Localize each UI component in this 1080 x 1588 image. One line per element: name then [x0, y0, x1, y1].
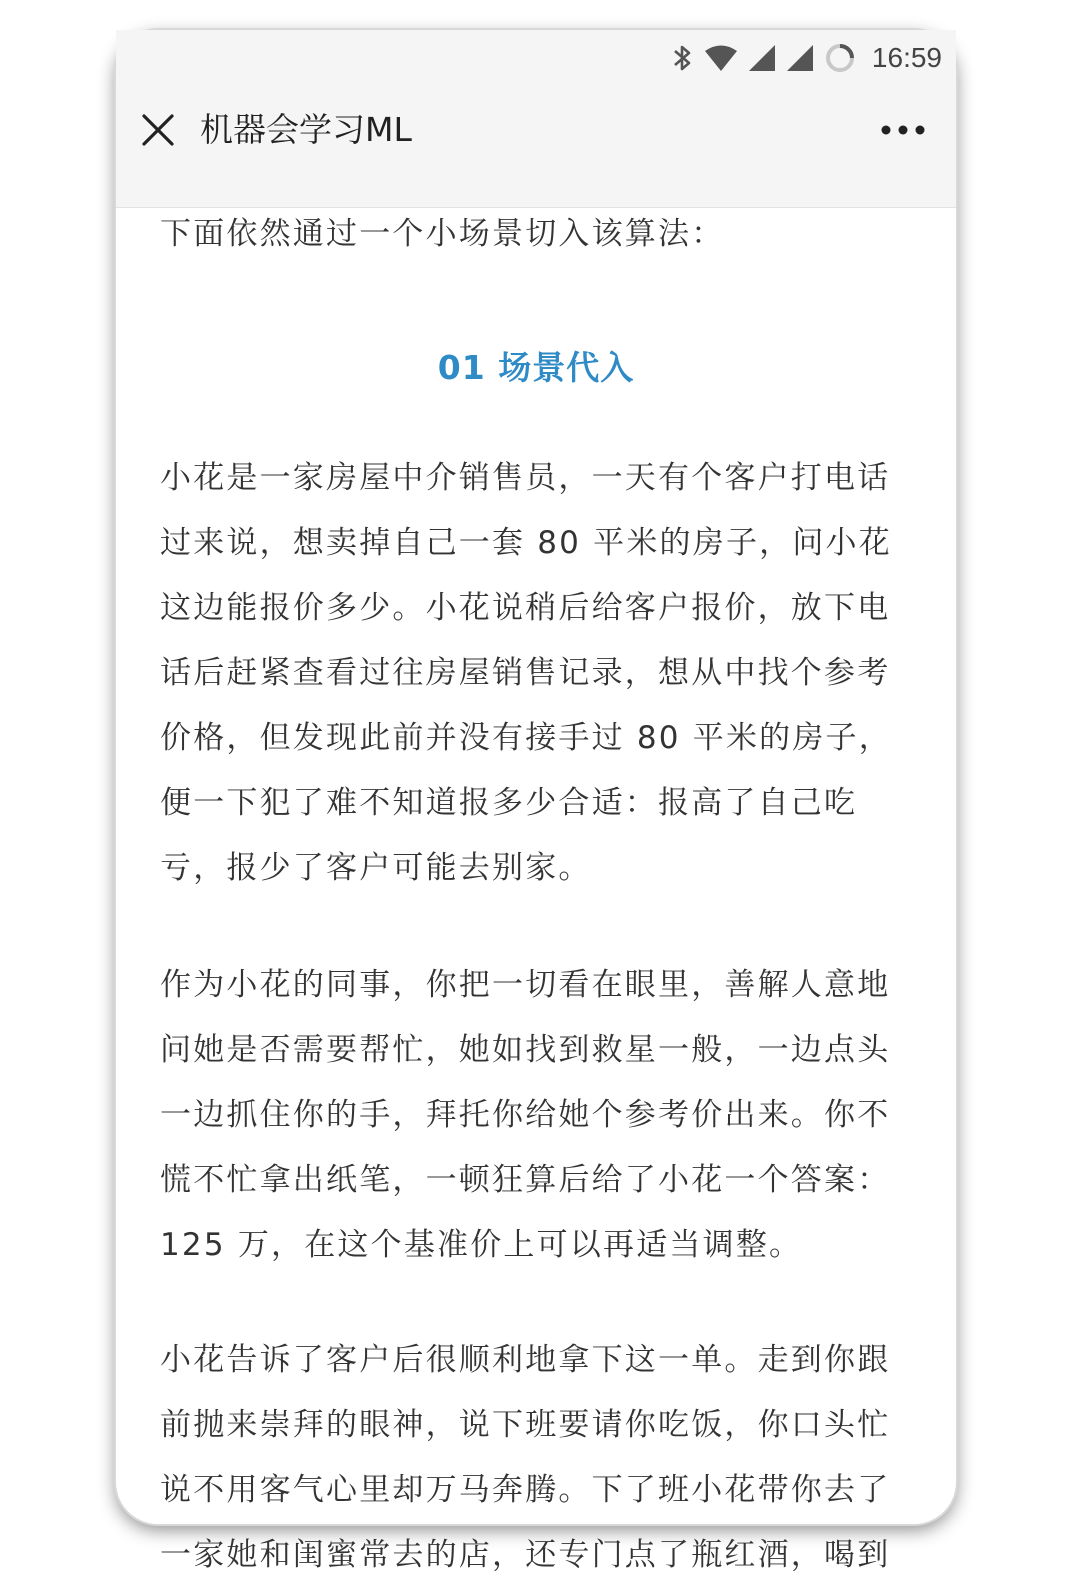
status-icons [672, 42, 942, 74]
signal-icon-1 [748, 44, 776, 72]
header-bar [116, 86, 956, 208]
article-intro: 下面依然通过一个小场景切入该算法： [160, 216, 725, 252]
wifi-icon [704, 44, 738, 72]
article-paragraph-1: 小花是一家房屋中介销售员，一天有个客户打电话过来说，想卖掉自己一套 80 平米的房子，问小花这边能报价多少。小花说稍后给客户报价，放下电话后赶紧查看过往房屋销售记录，想从中找个参考价格，但发现此前并没有接手过 80 平米的房子，便一下犯了难不知道报多少合适：报高了自己吃亏，报少了客户可能去别家。 [160, 460, 892, 886]
battery-ring-icon [824, 42, 856, 74]
status-bar [116, 30, 956, 86]
more-options-icon[interactable] [880, 124, 926, 136]
section-heading: 01 场景代入 [437, 348, 635, 387]
status-time: 16:59 [871, 42, 942, 73]
article-paragraph-2: 作为小花的同事，你把一切看在眼里，善解人意地问她是否需要帮忙，她如找到救星一般，一边点头一边抓住你的手，拜托你给她个参考价出来。你不慌不忙拿出纸笔，一顿狂算后给了小花一个答案：125 万，在这个基准价上可以再适当调整。 [160, 967, 891, 1263]
bluetooth-icon [672, 43, 694, 73]
close-icon[interactable] [138, 110, 178, 150]
page-title: 机器会学习ML [200, 110, 412, 149]
phone-screen [116, 30, 956, 1573]
signal-icon-2 [786, 44, 814, 72]
article-paragraph-3: 小花告诉了客户后很顺利地拿下这一单。走到你跟前抛来崇拜的眼神，说下班要请你吃饭，你口头忙说不用客气心里却万马奔腾。下了班小花带你去了一家她和闺蜜常去的店，还专门点了瓶红酒，喝到 [160, 1342, 891, 1573]
article-content[interactable] [116, 208, 956, 1573]
